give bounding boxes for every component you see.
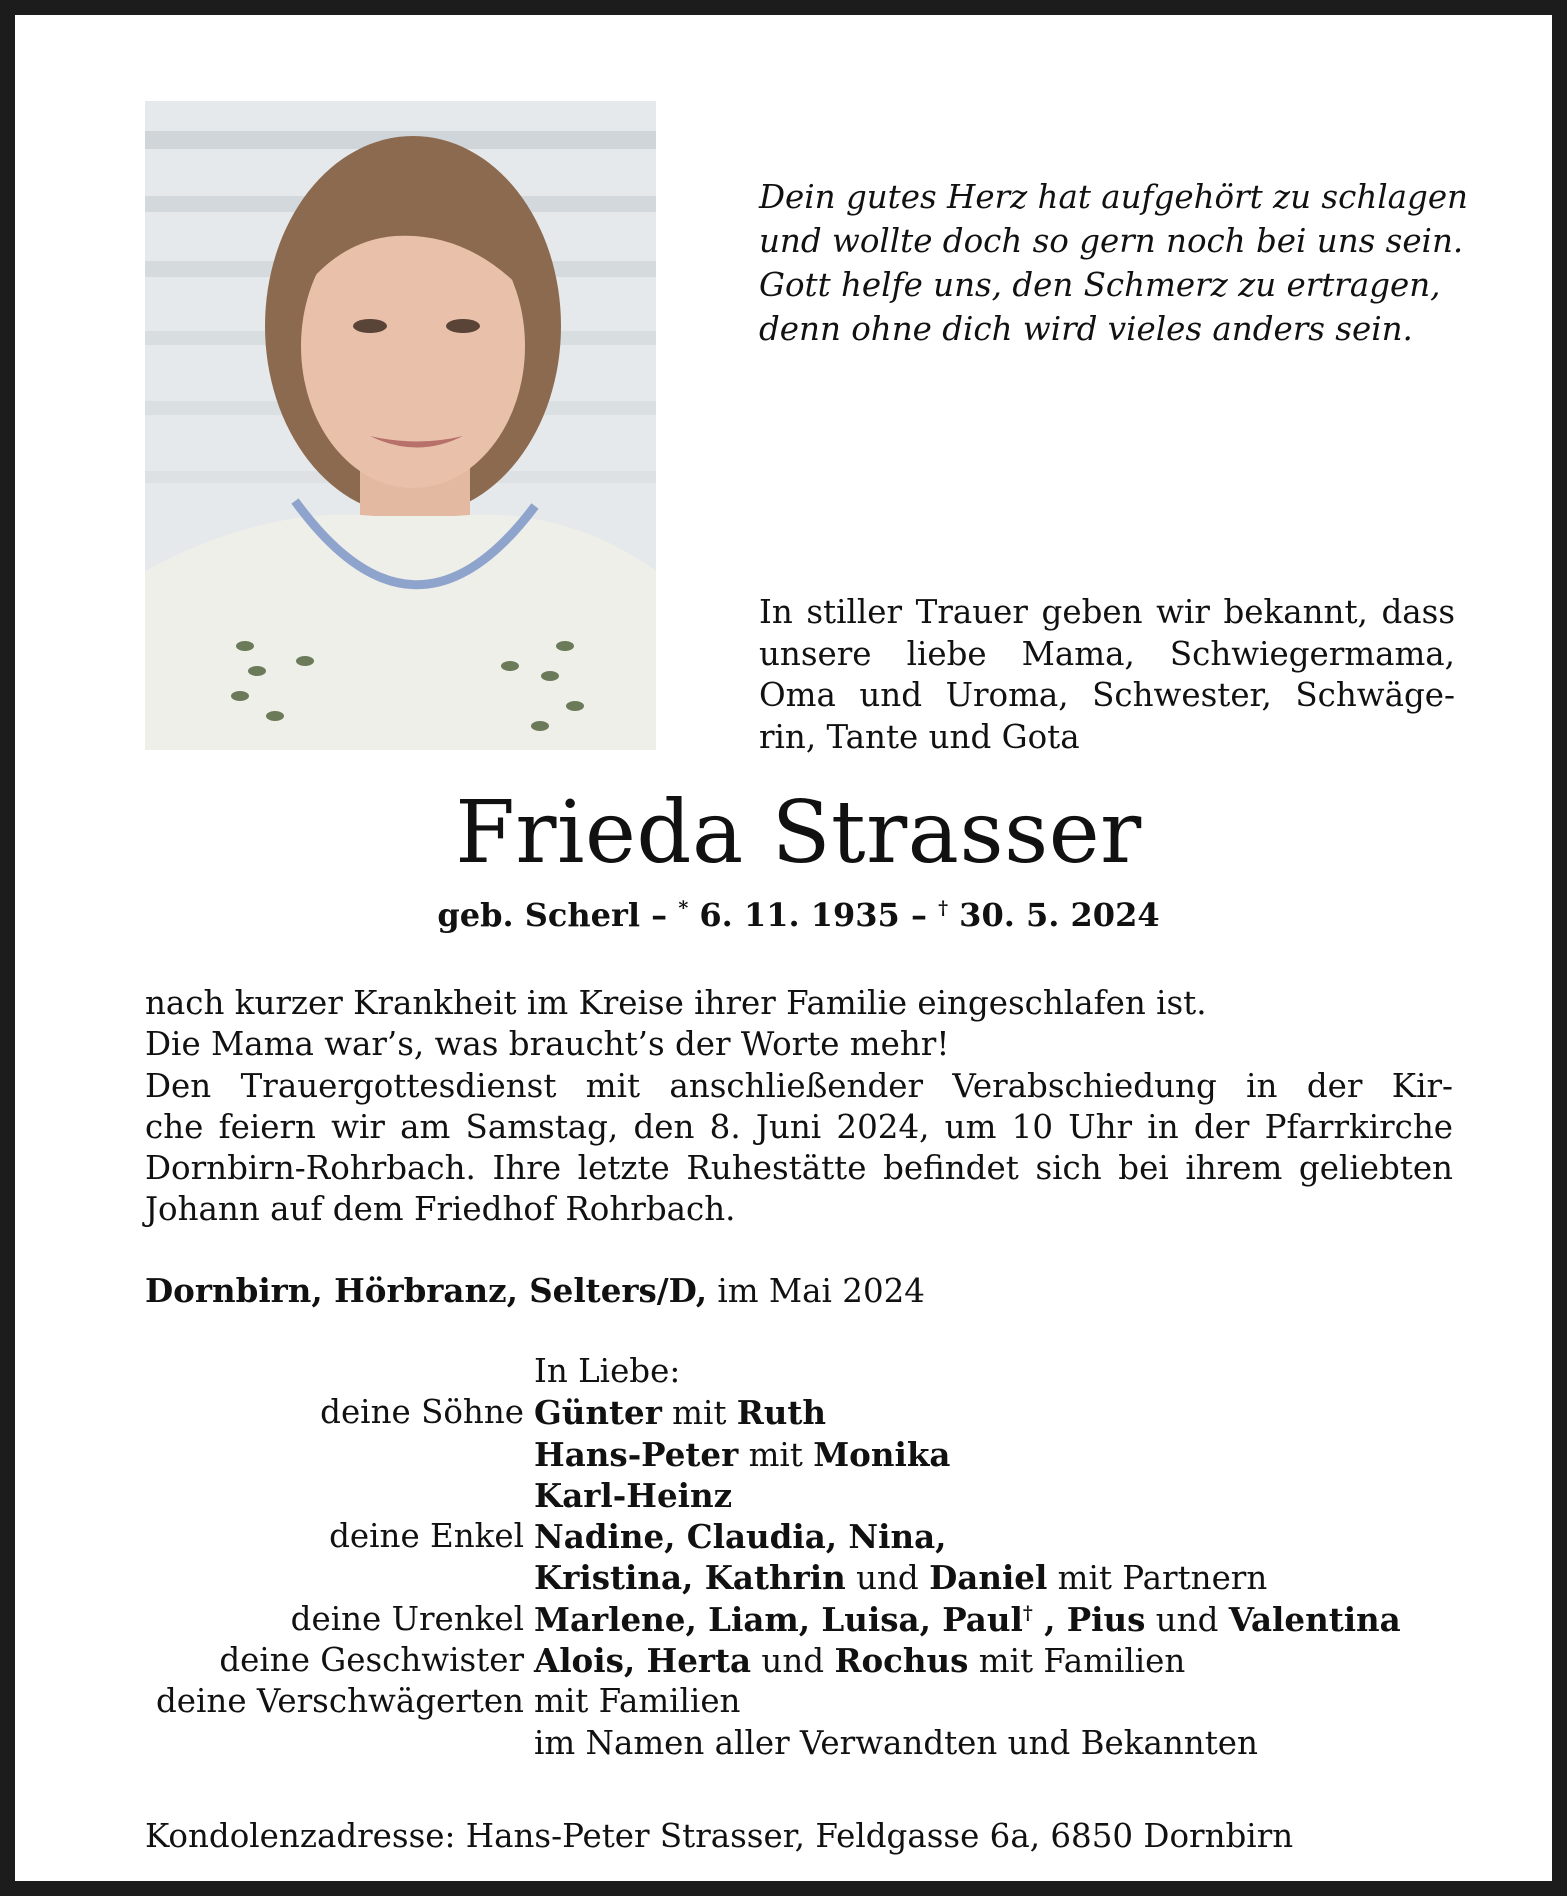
intro-line: In stiller Trauer geben wir bekannt, dass: [759, 593, 1455, 631]
death-cross-symbol: †: [938, 897, 949, 919]
family-heading: In Liebe:: [534, 1352, 681, 1390]
relation-label: deine Geschwister: [219, 1641, 524, 1680]
family-row: [15, 1640, 1567, 1681]
poem-line: und wollte doch so gern noch bei uns sein.: [759, 222, 1464, 260]
family-name: Marlene, Liam, Luisa, Paul: [534, 1599, 1023, 1639]
dates-separator: –: [899, 896, 939, 934]
deceased-cross-symbol: †: [1022, 1601, 1033, 1624]
poem-verse: [759, 175, 1499, 351]
family-name: Hans-Peter: [534, 1434, 739, 1474]
body-line: Den Trauergottesdienst mit anschließender Verabschiedung in der Kir-: [145, 1066, 1453, 1105]
connector-text: und: [845, 1559, 930, 1598]
announcement-body: [145, 983, 1453, 1231]
body-line: nach kurzer Krankheit im Kreise ihrer Familie eingeschlafen ist.: [145, 984, 1207, 1022]
family-row: [15, 1392, 1567, 1433]
maiden-name: geb. Scherl: [437, 896, 641, 934]
family-text: im Namen aller Verwandten und Bekannten: [534, 1723, 1258, 1762]
family-name: Alois, Herta: [534, 1641, 752, 1681]
life-dates: [15, 895, 1567, 935]
family-row: [15, 1351, 1567, 1392]
mourners-list: [15, 1351, 1567, 1764]
connector-text: mit Partnern: [1047, 1559, 1268, 1598]
connector-text: und: [751, 1642, 835, 1681]
birth-date: 6. 11. 1935: [688, 896, 900, 934]
portrait-image: [145, 101, 656, 750]
body-line: che feiern wir am Samstag, den 8. Juni 2024, um 10 Uhr in der Pfarrkirche: [145, 1107, 1453, 1146]
family-row: [15, 1434, 1567, 1475]
family-text: mit Familien: [534, 1682, 741, 1721]
connector-text: mit: [738, 1435, 814, 1474]
family-name: Nadine, Claudia, Nina,: [534, 1517, 947, 1557]
towns: Dornbirn, Hörbranz, Selters/D,: [145, 1271, 708, 1310]
family-name: Ruth: [736, 1393, 827, 1433]
family-row: [15, 1516, 1567, 1557]
family-row: [15, 1681, 1567, 1722]
family-row: [15, 1475, 1567, 1516]
intro-line: Oma und Uroma, Schwester, Schwäge-: [759, 676, 1455, 714]
body-line: Johann auf dem Friedhof Rohrbach.: [145, 1190, 736, 1229]
intro-line: unsere liebe Mama, Schwiegermama,: [759, 634, 1455, 673]
family-name: Monika: [813, 1434, 951, 1474]
dates-separator: –: [640, 896, 679, 934]
poem-line: Gott helfe uns, den Schmerz zu ertragen,: [759, 266, 1441, 304]
relation-label: deine Enkel: [329, 1517, 524, 1556]
family-name: , Pius: [1032, 1599, 1146, 1639]
relation-label: deine Verschwägerten: [156, 1682, 524, 1721]
family-name: Karl-Heinz: [534, 1475, 733, 1515]
body-line: Dornbirn-Rohrbach. Ihre letzte Ruhestätte befindet sich bei ihrem geliebten: [145, 1149, 1453, 1188]
poem-line: denn ohne dich wird vieles anders sein.: [759, 310, 1413, 348]
poem-line: Dein gutes Herz hat aufgehört zu schlagen: [759, 178, 1468, 216]
family-name: Valentina: [1228, 1599, 1401, 1639]
condolence-address: Kondolenzadresse: Hans-Peter Strasser, Feldgasse 6a, 6850 Dornbirn: [145, 1817, 1294, 1855]
family-row: [15, 1557, 1567, 1598]
place-and-date: [145, 1271, 1445, 1311]
month-year: im Mai 2024: [707, 1272, 925, 1310]
portrait-photo: [145, 101, 656, 750]
relation-label: deine Urenkel: [290, 1599, 524, 1638]
family-name: Kristina, Kathrin: [534, 1558, 846, 1598]
birth-star-symbol: *: [678, 897, 689, 919]
deceased-name: Frieda Strasser: [455, 783, 1142, 883]
connector-text: mit Familien: [968, 1642, 1186, 1681]
connector-text: mit: [661, 1394, 737, 1433]
family-row: [15, 1599, 1567, 1640]
death-date: 30. 5. 2024: [948, 896, 1160, 934]
intro-line: rin, Tante und Gota: [759, 717, 1080, 756]
announcement-intro: [759, 592, 1455, 758]
family-name: Günter: [534, 1393, 662, 1433]
relation-label: deine Söhne: [320, 1393, 524, 1432]
connector-text: und: [1145, 1600, 1229, 1639]
family-name: Rochus: [834, 1641, 969, 1681]
body-line: Die Mama war’s, was braucht’s der Worte mehr!: [145, 1025, 950, 1064]
family-name: Daniel: [929, 1558, 1048, 1598]
family-row: [15, 1723, 1567, 1764]
